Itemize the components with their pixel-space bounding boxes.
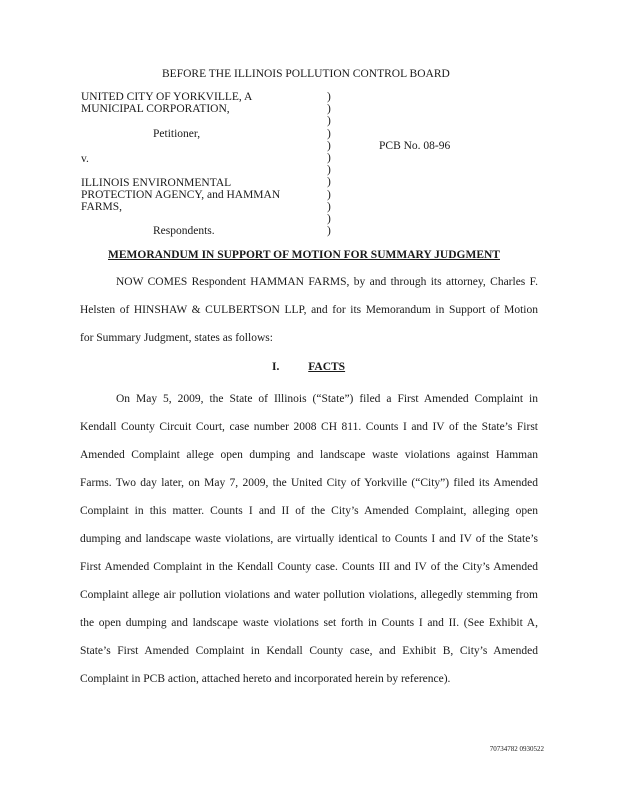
facts-line: the open dumping and landscape waste violations set forth in Counts I and II. (See Exhibit A, xyxy=(80,617,538,629)
facts-line: Complaint allege air pollution violations and water pollution violations, allegedly stemming from xyxy=(80,589,538,601)
facts-paragraph xyxy=(80,385,538,693)
respondent-name-line3: FARMS, xyxy=(81,201,123,213)
intro-line: NOW COMES Respondent HAMMAN FARMS, by and through its attorney, Charles F. xyxy=(116,276,538,288)
respondent-name-line2: PROTECTION AGENCY, and HAMMAN xyxy=(81,189,281,201)
intro-line: for Summary Judgment, states as follows: xyxy=(80,332,273,344)
facts-line: First Amended Complaint in the Kendall County case. Counts III and IV of the City’s Amended xyxy=(80,561,538,573)
facts-line: Amended Complaint allege open dumping and landscape waste violations against Hamman xyxy=(80,449,538,461)
facts-line: Complaint in PCB action, attached hereto and incorporated herein by reference). xyxy=(80,673,451,685)
intro-line: Helsten of HINSHAW & CULBERTSON LLP, and for its Memorandum in Support of Motion xyxy=(80,304,538,316)
petitioner-name-line1: UNITED CITY OF YORKVILLE, A xyxy=(81,91,253,103)
petitioner-role: Petitioner, xyxy=(153,128,201,140)
section-number: I. xyxy=(272,361,280,373)
board-title: BEFORE THE ILLINOIS POLLUTION CONTROL BOARD xyxy=(162,68,450,80)
facts-line: Complaint in this matter. Counts I and II of the City’s Amended Complaint, alleging open xyxy=(80,505,538,517)
caption-parentheses: ) ) ) ) ) ) ) ) ) ) ) ) xyxy=(327,91,331,238)
versus: v. xyxy=(81,153,89,165)
facts-line: dumping and landscape waste violations, are virtually identical to Counts I and IV of the State’s xyxy=(80,533,538,545)
facts-line: On May 5, 2009, the State of Illinois (“State”) filed a First Amended Complaint in xyxy=(116,393,538,405)
section-heading xyxy=(272,361,345,373)
intro-paragraph xyxy=(80,268,538,352)
petitioner-name-line2: MUNICIPAL CORPORATION, xyxy=(81,103,230,115)
facts-line: Farms. Two day later, on May 7, 2009, the United City of Yorkville (“City”) filed its Amended xyxy=(80,477,538,489)
memorandum-heading: MEMORANDUM IN SUPPORT OF MOTION FOR SUMMARY JUDGMENT xyxy=(108,249,500,261)
facts-line: Kendall County Circuit Court, case number 2008 CH 811. Counts I and IV of the State’s First xyxy=(80,421,538,433)
section-title: FACTS xyxy=(308,361,346,373)
case-number: PCB No. 08-96 xyxy=(379,140,451,152)
facts-line: State’s First Amended Complaint in Kendall County case, and Exhibit B, City’s Amended xyxy=(80,645,538,657)
respondent-name-line1: ILLINOIS ENVIRONMENTAL xyxy=(81,177,232,189)
footer-document-code: 70734782 0930522 xyxy=(489,745,544,753)
respondent-role: Respondents. xyxy=(153,225,215,237)
